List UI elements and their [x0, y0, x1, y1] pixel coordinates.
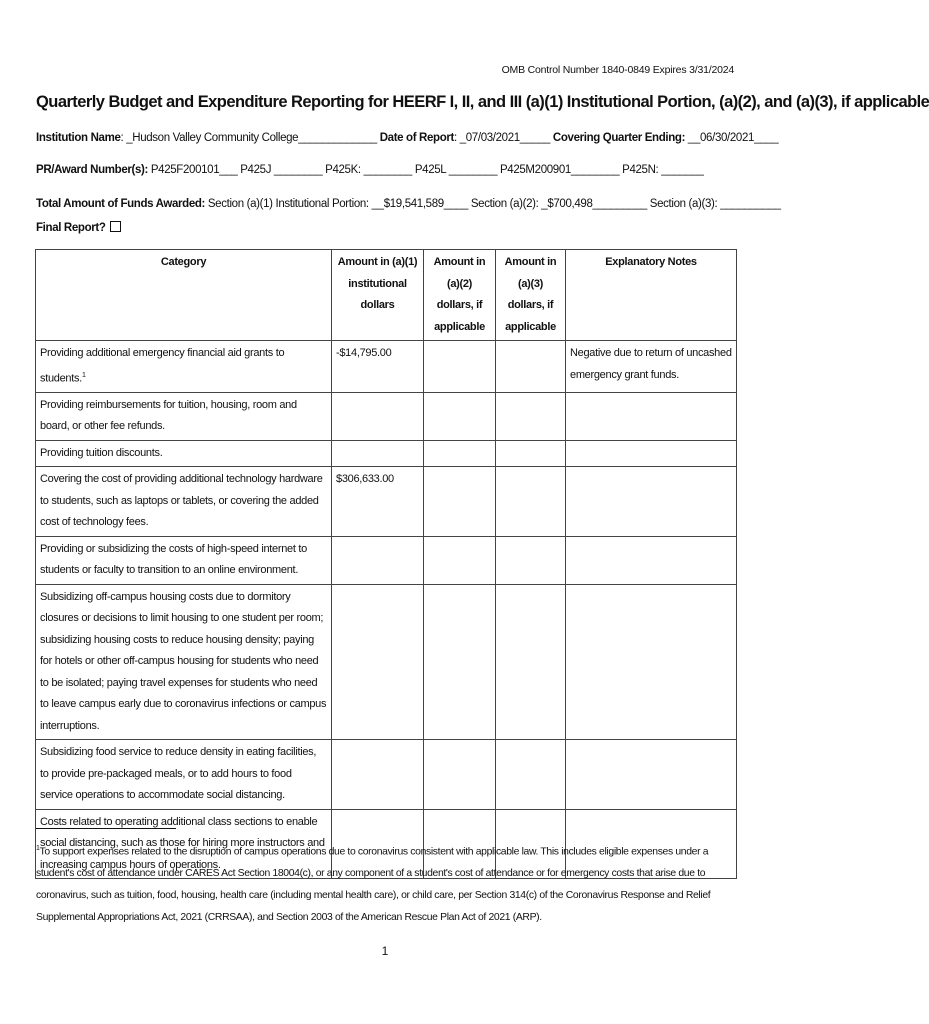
row-amount-a2 — [424, 584, 496, 740]
award-numbers-line — [36, 164, 704, 176]
table-header-row — [36, 250, 737, 341]
header-category: Category — [36, 250, 332, 341]
row-amount-a2 — [424, 341, 496, 393]
table-row — [36, 467, 737, 537]
total-funds-label: Total Amount of Funds Awarded: — [36, 198, 206, 210]
final-report-line — [36, 221, 121, 234]
row-amount-a1: $306,633.00 — [332, 467, 424, 537]
table-body — [36, 341, 737, 879]
row-amount-a1: -$14,795.00 — [332, 341, 424, 393]
table-row — [36, 536, 737, 584]
row-amount-a2 — [424, 440, 496, 467]
row-notes — [566, 467, 737, 537]
footnote-divider — [36, 828, 176, 829]
row-category-text: Subsidizing off-campus housing costs due to dormitory closures or decisions to limit housing to one student per room; subsidizing housing costs to reduce housing density; paying for hotels or other off-campus housing for students who need to be isolated; paying travel expenses for students who need to leave campus early due to coronavirus infections or campus interruptions. — [40, 590, 327, 732]
row-amount-a1 — [332, 740, 424, 810]
row-amount-a3 — [496, 584, 566, 740]
footnote-text: To support expenses related to the disruption of campus operations due to coronavirus consistent with applicable law. This includes eligible expenses under a student's cost of attendance under CARES Act Section 18004(c), or any component of a student's cost of attendance or for emergency costs that arise due to coronavirus, such as tuition, food, housing, health care (including mental health care), or child care, per Section 314(c) of the Coronavirus Response and Relief Supplemental Appropriations Act, 2021 (CRRSAA), and Section 2003 of the American Rescue Plan Act of 2021 (ARP). — [36, 846, 711, 924]
table-row — [36, 392, 737, 440]
row-category — [36, 536, 332, 584]
institution-line — [36, 132, 778, 144]
row-category — [36, 392, 332, 440]
row-category-text: Providing or subsidizing the costs of high-speed internet to students or faculty to transition to an online environment. — [40, 542, 307, 577]
footnote-reference: 1 — [81, 371, 86, 379]
row-amount-a2 — [424, 392, 496, 440]
row-amount-a3 — [496, 536, 566, 584]
row-amount-a1 — [332, 440, 424, 467]
page-title: Quarterly Budget and Expenditure Reporting for HEERF I, II, and III (a)(1) Institutional Portion, (a)(2), and (a)(3), if applicable — [36, 93, 929, 111]
row-category — [36, 440, 332, 467]
row-category — [36, 740, 332, 810]
institution-label: Institution Name — [36, 132, 121, 144]
quarter-label: Covering Quarter Ending: — [552, 132, 686, 144]
table-row — [36, 440, 737, 467]
footnote — [36, 838, 736, 929]
row-notes — [566, 392, 737, 440]
row-category-text: Providing additional emergency financial aid grants to students. — [40, 347, 285, 385]
header-amount-a2: Amount in (a)(2) dollars, if applicable — [424, 250, 496, 341]
row-amount-a1 — [332, 584, 424, 740]
row-category-text: Covering the cost of providing additional technology hardware to students, such as laptops or tablets, or covering the added cost of technology fees. — [40, 473, 323, 529]
row-notes — [566, 440, 737, 467]
total-funds-line — [36, 198, 781, 210]
row-notes — [566, 584, 737, 740]
footnote-number: 1 — [36, 845, 40, 852]
row-category-text: Costs related to operating additional class sections to enable social distancing, such as those for hiring more instructors and increasing campus hours of operations. — [40, 815, 325, 871]
row-amount-a3 — [496, 440, 566, 467]
row-notes — [566, 536, 737, 584]
row-amount-a2 — [424, 467, 496, 537]
table-row — [36, 584, 737, 740]
row-category-text: Providing reimbursements for tuition, housing, room and board, or other fee refunds. — [40, 398, 297, 433]
final-report-checkbox[interactable] — [110, 221, 121, 232]
row-amount-a3 — [496, 341, 566, 393]
row-notes: Negative due to return of uncashed emergency grant funds. — [566, 341, 737, 393]
row-amount-a2 — [424, 536, 496, 584]
page-number: 1 — [381, 944, 389, 958]
institution-value: : _Hudson Valley Community College_____________ — [120, 132, 377, 144]
award-numbers-label: PR/Award Number(s): — [36, 164, 148, 176]
row-amount-a2 — [424, 740, 496, 810]
row-category-text: Subsidizing food service to reduce density in eating facilities, to provide pre-packaged meals, or to add hours to food service operations to accommodate social distancing. — [40, 746, 317, 802]
omb-control-number: OMB Control Number 1840-0849 Expires 3/31/2024 — [501, 64, 734, 76]
table-row — [36, 740, 737, 810]
row-amount-a3 — [496, 467, 566, 537]
date-label: Date of Report — [379, 132, 455, 144]
quarter-value: __06/30/2021____ — [685, 132, 779, 144]
row-amount-a3 — [496, 392, 566, 440]
row-category — [36, 467, 332, 537]
header-amount-a1: Amount in (a)(1) institutional dollars — [332, 250, 424, 341]
row-amount-a1 — [332, 392, 424, 440]
row-category-text: Providing tuition discounts. — [40, 446, 163, 459]
award-numbers-value: P425F200101___ P425J ________ P425K: ________ P425L ________ P425M200901________ P425N: _______ — [148, 164, 704, 176]
date-value: : _07/03/2021_____ — [454, 132, 551, 144]
table-row — [36, 341, 737, 393]
budget-table — [35, 249, 737, 879]
row-amount-a1 — [332, 536, 424, 584]
row-category — [36, 341, 332, 393]
row-notes — [566, 740, 737, 810]
final-report-label: Final Report? — [36, 222, 106, 234]
total-funds-value: Section (a)(1) Institutional Portion: __$19,541,589____ Section (a)(2): _$700,498_________ Section (a)(3): __________ — [205, 198, 781, 210]
row-category — [36, 584, 332, 740]
header-notes: Explanatory Notes — [566, 250, 737, 341]
row-amount-a3 — [496, 740, 566, 810]
header-amount-a3: Amount in (a)(3) dollars, if applicable — [496, 250, 566, 341]
